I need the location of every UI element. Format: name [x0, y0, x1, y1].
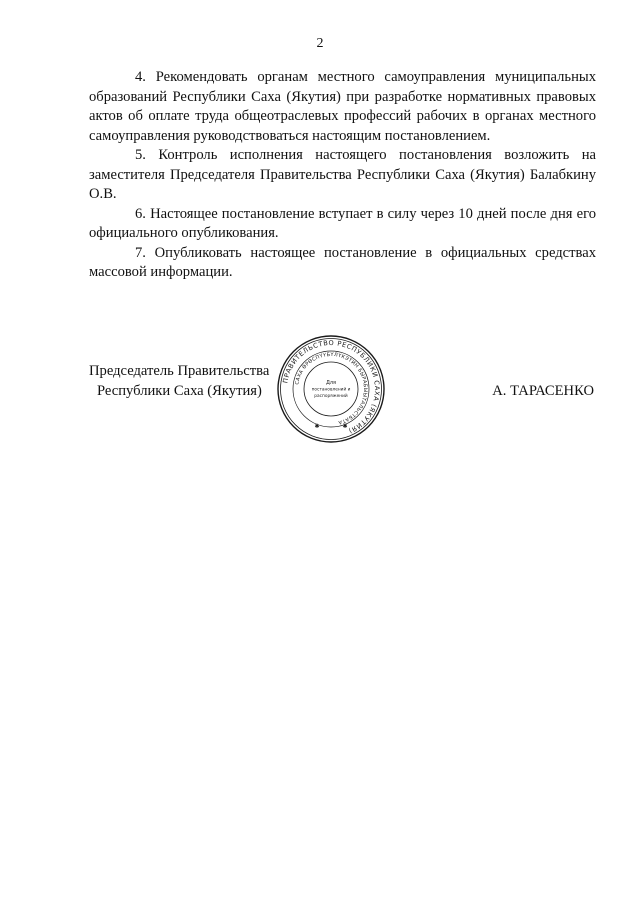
paragraph-7: 7. Опубликовать настоящее постановление в официальных средствах массовой информации. — [89, 244, 596, 280]
seal-center-line3: распоряжений — [314, 394, 348, 399]
seal-center-line2: постановлений и — [311, 387, 351, 393]
signatory-position-line2: Республики Саха (Якутия) — [97, 382, 262, 399]
seal-outer-text: ПРАВИТЕЛЬСТВО РЕСПУБЛИКИ САХА (ЯКУТИЯ) — [281, 338, 382, 436]
signatory-position — [89, 362, 269, 401]
document-body — [89, 68, 596, 283]
signatory-position-line1: Председатель Правительства — [89, 363, 270, 379]
paragraph-5: 5. Контроль исполнения настоящего постановления возложить на заместителя Председателя Правительства Республики Саха (Якутия) Балабкину О.В. — [89, 147, 596, 202]
signatory-name: А. ТАРАСЕНКО — [492, 382, 594, 399]
paragraph-6: 6. Настоящее постановление вступает в силу через 10 дней после дня его официального опубликования. — [89, 205, 596, 241]
official-seal — [276, 334, 386, 444]
seal-center-line1: Для — [325, 380, 337, 386]
seal-star-right: ✱ — [342, 423, 348, 430]
paragraph-4: 4. Рекомендовать органам местного самоуправления муниципальных образований Республики Саха (Якутия) при разработке нормативных правовых актов об оплате труда общеотраслевых профессий рабочих в органах местного самоуправления руководствоваться настоящим постановлением. — [89, 69, 596, 144]
page-number: 2 — [316, 36, 324, 51]
seal-inner-text: САХА ӨРӨСПҮҮБҮЛҮКЭТИН БЫРАБЫЫТАЛЬСТБАТА — [294, 351, 369, 426]
seal-star-left: ✱ — [314, 423, 320, 430]
